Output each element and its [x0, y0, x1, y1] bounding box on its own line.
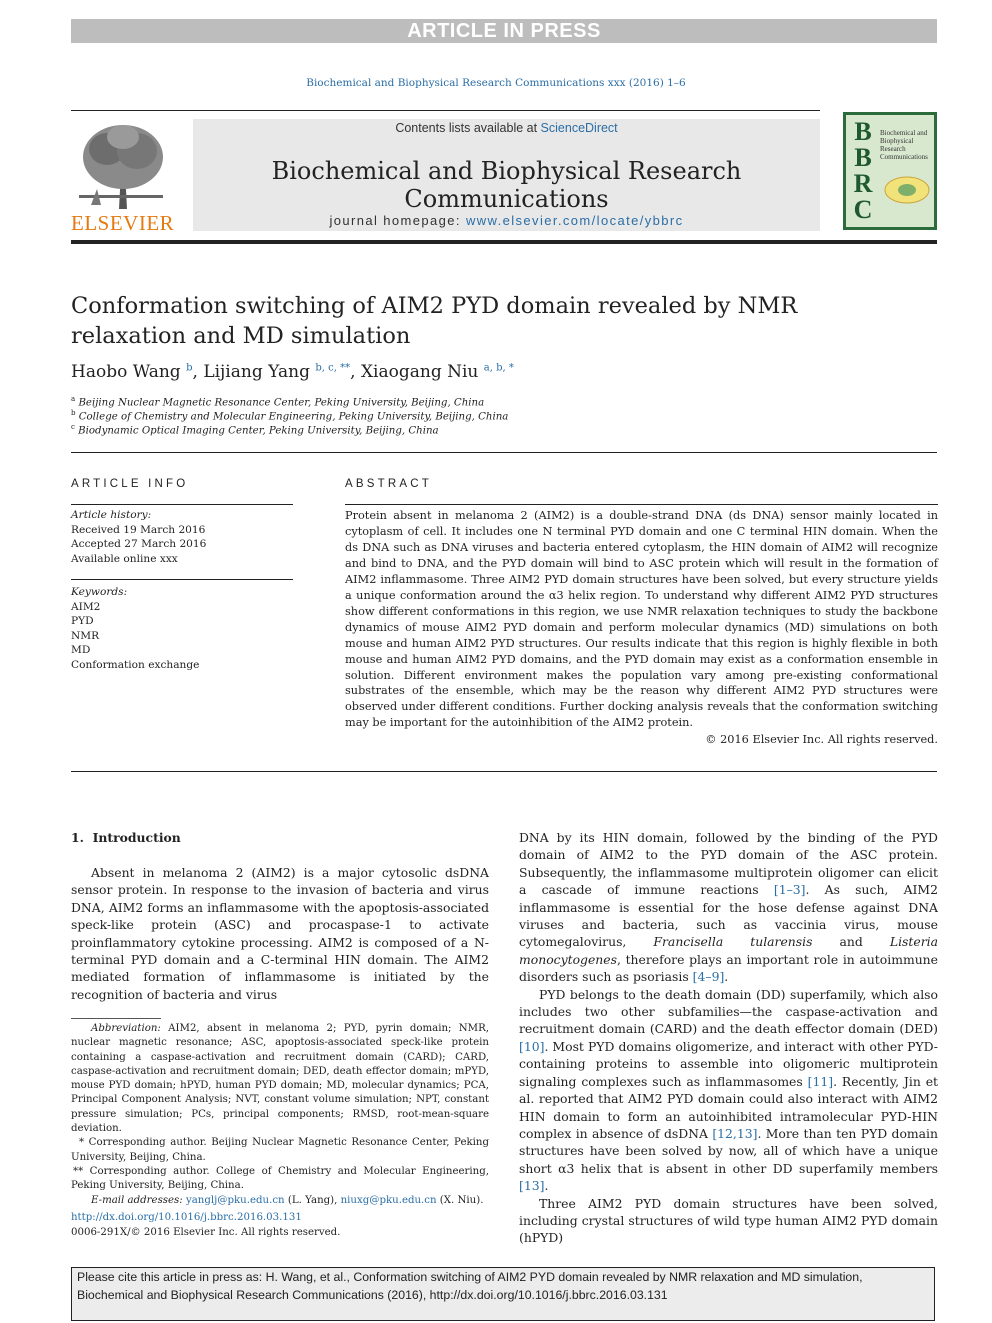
article-title: Conformation switching of AIM2 PYD domain revealed by NMR relaxation and MD simulation: [71, 293, 798, 349]
journal-title: Biochemical and Biophysical Research Communications: [271, 157, 742, 213]
cover-illustration: [882, 173, 932, 207]
intro-left-column: [71, 864, 489, 1003]
journal-citation-line[interactable]: Biochemical and Biophysical Research Communications xxx (2016) 1–6: [306, 77, 686, 89]
email-label: E-mail addresses:: [91, 1194, 183, 1206]
author-list: Haobo Wang $^b$, Lijiang Yang $^{b, c, **}$, Xiaogang Niu $^{a, b, *}$: [71, 362, 514, 382]
sciencedirect-link[interactable]: ScienceDirect: [540, 121, 618, 135]
affiliation-text: College of Chemistry and Molecular Engineering, Peking University, Beijing, China: [78, 411, 509, 423]
affiliation: [71, 423, 439, 436]
author-affil-marks[interactable]: b: [186, 362, 193, 374]
doi-link[interactable]: http://dx.doi.org/10.1016/j.bbrc.2016.03.131: [71, 1212, 302, 1223]
journal-cover-thumbnail[interactable]: [843, 112, 937, 230]
cover-letters: [848, 119, 878, 223]
keyword: PYD: [71, 615, 94, 628]
intro-paragraph: Three AIM2 PYD domain structures have been solved, including crystal structures of wild type human AIM2 PYD domain (hPYD): [519, 1195, 938, 1246]
intro-paragraph: PYD belongs to the death domain (DD) superfamily, which also includes two other subfamilies—the caspase-activation and recruitment domain (CARD) and the death effector domain (DED) [10]. Most PYD domains oligomerize, and interact with other PYD-containing proteins to assemble into oligomeric multiprotein signaling complexes such as inflammasomes [11]. Recently, Jin et al. reported that AIM2 PYD domain could also interact with AIM2 HIN domain to form an autoinhibited intramolecular PYD-HIN complex in absence of dsDNA [12,13]. More than ten PYD domain structures have been solved by now, all of which have a unique short α3 helix that is absent in other DD superfamily members [13].: [519, 986, 939, 1194]
author-name[interactable]: Xiaogang Niu: [360, 362, 479, 382]
email-link[interactable]: niuxg@pku.edu.cn: [340, 1194, 437, 1206]
reference-link[interactable]: [4–9]: [692, 969, 725, 985]
footnote-rule: [71, 1018, 161, 1019]
abbrev-text: AIM2, absent in melanoma 2; PYD, pyrin domain; NMR, nuclear magnetic resonance; ASC, apoptosis-associated speck-like protein containing a caspase-activation and recruitment domain (CARD); CARD, caspase-activation and recruitment domain; DED, death effector domain; mPYD, mouse PYD domain; hPYD, human PYD domain; MD, molecular dynamics; PCA, Principal Component Analysis; NVT, constant volume simulation; NPT, constant pressure simulation; PCs, principal components; RMSD, root-mean-square deviation.: [71, 1023, 489, 1135]
affiliation-text: Biodynamic Optical Imaging Center, Peking University, Beijing, China: [78, 425, 439, 437]
affiliation-mark: a: [71, 395, 76, 403]
reference-link[interactable]: [1–3]: [773, 882, 806, 898]
intro-heading: 1. Introduction: [71, 830, 181, 845]
keywords-rule: [71, 579, 293, 580]
affiliation-mark: b: [71, 409, 76, 417]
issn-copyright: 0006-291X/© 2016 Elsevier Inc. All rights reserved.: [71, 1227, 341, 1238]
homepage-prefix: journal homepage:: [329, 213, 466, 228]
article-info-rule: [71, 504, 293, 505]
keywords-label: Keywords:: [71, 586, 128, 598]
reference-link[interactable]: [11]: [807, 1073, 834, 1089]
corresponding-author-2: ** Corresponding author. College of Chemistry and Molecular Engineering, Peking University, Beijing, China.: [71, 1165, 489, 1192]
cite-this-article-box: [71, 1267, 935, 1321]
header-top-rule: [71, 110, 820, 111]
keyword: AIM2: [71, 600, 101, 613]
intro-right-column: [519, 829, 938, 1247]
keyword: MD: [71, 644, 91, 657]
corresponding-author-1: * Corresponding author. Beijing Nuclear Magnetic Resonance Center, Peking University, Beijing, China.: [71, 1137, 489, 1163]
abbrev-label: Abbreviation:: [91, 1023, 161, 1034]
footnotes: Abbreviation: AIM2, absent in melanoma 2; PYD, pyrin domain; NMR, nuclear magnetic resonance; ASC, apoptosis-associated speck-like protein containing a caspase-activation and recruitment domain (CARD); CARD, caspase-activation and recruitment domain; DED, death effector domain; mPYD, mouse PYD domain; hPYD, human PYD domain; MD, molecular dynamics; PCA, Principal Component Analysis; NVT, constant volume simulation; NPT, constant pressure simulation; PCs, principal components; RMSD, root-mean-square deviation. * Corresponding author. Beijing Nuclear Magnetic Resonance Center, Peking University, Beijing, China. ** Corresponding author. College of Chemistry and Molecular Engineering, Peking University, Beijing, China. E-mail addresses: yanglj@pku.edu.cn (L. Yang), niuxg@pku.edu.cn (X. Niu).: [71, 1023, 489, 1206]
author-affil-marks[interactable]: b, c, **: [315, 362, 351, 374]
reference-link[interactable]: [12,13]: [712, 1125, 758, 1141]
reference-link[interactable]: [10]: [519, 1038, 545, 1054]
author-name[interactable]: Lijiang Yang: [203, 362, 310, 382]
cover-inner: [846, 115, 934, 227]
abstract-bottom-rule: [71, 771, 937, 772]
abstract-copyright: © 2016 Elsevier Inc. All rights reserved.: [705, 733, 938, 746]
reference-link[interactable]: [13]: [519, 1178, 545, 1194]
keywords-block: [71, 585, 199, 673]
history-label: Article history:: [71, 509, 152, 521]
affiliation-mark: c: [71, 423, 75, 431]
history-item: Received 19 March 2016: [71, 523, 206, 536]
article-in-press-banner: ARTICLE IN PRESS: [71, 19, 937, 43]
cover-title: Biochemical and Biophysical Research Communications: [880, 129, 928, 161]
affiliation: [71, 409, 508, 422]
elsevier-wordmark[interactable]: ELSEVIER: [71, 211, 175, 235]
header-bottom-rule: [71, 240, 937, 244]
article-info-heading: ARTICLE INFO: [71, 478, 189, 490]
contents-line: [193, 121, 820, 135]
homepage-link[interactable]: www.elsevier.com/locate/ybbrc: [465, 213, 684, 228]
cover-letter: C: [853, 195, 873, 224]
journal-homepage: [193, 213, 820, 228]
author-affil-marks[interactable]: a, b, *: [483, 362, 514, 374]
author-name[interactable]: Haobo Wang: [71, 362, 181, 382]
elsevier-tree-logo: [71, 119, 171, 211]
history-item: Available online xxx: [71, 552, 178, 565]
email-link[interactable]: yanglj@pku.edu.cn: [185, 1194, 285, 1206]
keyword: Conformation exchange: [71, 658, 200, 671]
intro-paragraph: DNA by its HIN domain, followed by the binding of the PYD domain of AIM2 to the PYD domain of the ASC protein. Subsequently, the inflammasome multiprotein oligomer can elicit a cascade of immune reactions [1–3]. As such, AIM2 inflammasome is essential for the hose defense against DNA viruses and bacteria, such as vaccinia virus, mouse cytomegalovirus, Francisella tularensis and Listeria monocytogenes, therefore plays an important role in autoimmune disorders such as psoriasis [4–9].: [519, 830, 938, 985]
abstract-heading: ABSTRACT: [345, 478, 432, 490]
contents-prefix: Contents lists available at: [395, 121, 541, 135]
affiliation: [71, 395, 484, 408]
history-item: Accepted 27 March 2016: [71, 538, 207, 551]
cite-line: Please cite this article in press as: H. Wang, et al., Conformation switching of AIM2 PYD domain revealed by NMR relaxation and MD simulation,: [77, 1270, 863, 1284]
abstract-rule: [345, 504, 938, 505]
cover-letter: R: [853, 169, 873, 198]
intro-paragraph: Absent in melanoma 2 (AIM2) is a major cytosolic dsDNA sensor protein. In response to the invasion of bacteria and virus DNA, AIM2 forms an inflammasome with the apoptosis-associated speck-like protein (ASC) and procaspase-1 to activate proinflammatory cytokine processing. AIM2 is composed of a N-terminal PYD domain and a C-terminal HIN domain. The AIM2 mediated formation of inflammasome is initiated by the recognition of bacteria and virus: [71, 865, 489, 1002]
cite-line: Biochemical and Biophysical Research Communications (2016), http://dx.doi.org/10.1016/j.bbrc.2016.03.131: [77, 1287, 668, 1302]
section-rule: [71, 452, 937, 453]
article-history: [71, 508, 206, 566]
abstract-text: Protein absent in melanoma 2 (AIM2) is a double-strand DNA (ds DNA) sensor mainly located in cytoplasm of cell. It includes one N terminal PYD domain and one C terminal HIN domain. When the ds DNA such as DNA viruses and bacteria entered cytoplasm, the HIN domain of AIM2 will recognize and bind to DNA, and the PYD domain will bind to ASC protein which will result in the formation of AIM2 inflammasome. Three AIM2 PYD domain structures have been solved, but every structure yields a unique conformation around the α3 helix region. To understand why different AIM2 PYD structures show different conformations in this region, we use NMR relaxation techniques to study the backbone dynamics of mouse AIM2 PYD domain and perform molecular dynamics (MD) simulations on both mouse and human AIM2 PYD structures. Our results indicate that this region is highly flexible in both mouse and human AIM2 PYD domains, and the PYD domain may exist as a conformation ensemble in solution. Different environment makes the population vary among pre-existing conformational substrates of the ensemble, which may be the reason why different AIM2 PYD structures were observed under different conditions. Further docking analysis reveals that the conformation switching may be important for the autoinhibition of the AIM2 protein.: [345, 509, 938, 730]
affiliation-text: Beijing Nuclear Magnetic Resonance Center, Peking University, Beijing, China: [78, 397, 485, 409]
cover-letter: B: [854, 143, 872, 172]
keyword: NMR: [71, 629, 100, 642]
cover-letter: B: [854, 117, 872, 146]
